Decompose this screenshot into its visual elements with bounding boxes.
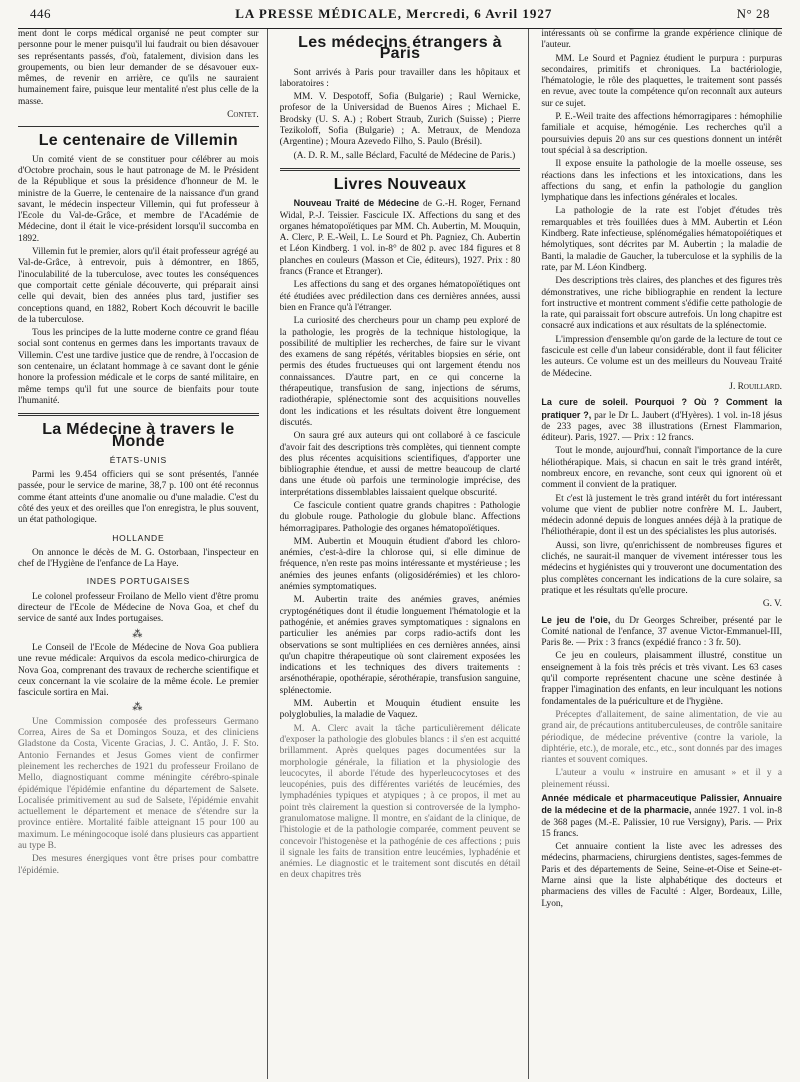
paragraph: M. A. Clerc avait la tâche particulièrement délicate d'exposer la pathologie des globules blancs : il s'en est acquitté brillamment. Après quelques pages documentées sur la morphologie générale, la filiation et la physiologie des leucocytes, il aborde l'étude des hyperleucocytoses et des leucopénies, puis des différentes variétés de leucémies, des lymphadénies typiques et atypiques ; à ce propos, il met au point très clairement la question si controversée de la lympho-granulomatose maligne. Il montre, en s'aidant de la clinique, de l'histologie et de la pathologie comparée, comment peuvent se concevoir l'histogenèse et la pathogénie de ces affections ; puis il signale les faits de transition entre leucémies, lyphadénie et anémies. Le diagnostic et le traitement sont discutés en détail en deux chapitres très [279, 723, 521, 881]
book-reference: année 1927. 1 vol. in-8 de 368 pages (M.-E. Palissier, 10 rue Versigny), Paris. — Prix 15 francs. [541, 806, 782, 839]
book-reference: de G.-H. Roger, Fernand Widal, P.-J. Teissier. Fascicule IX. Affections du sang et des organes hématopoïétiques par MM. Ch. Aubertin, M. Mouquin, A. Clerc, P. E.-Weil, L. Le Sourd et Ph. Pagniez, Ch. Aubertin et Léon Kindberg. 1 vol. in-8° de 802 p. avec 184 figures et 8 planches en couleurs (Masson et Cie, éditeurs), 1927. Prix : 80 francs (France et Etranger). [279, 199, 521, 278]
divider [18, 126, 259, 127]
book-title: Le jeu de l'oie, [541, 614, 611, 625]
paragraph: L'auteur a voulu « instruire en amusant » et il y a pleinement réussi. [541, 768, 782, 790]
paragraph: MM. Aubertin et Mouquin étudient d'abord les chloro-anémies, c'est-à-dire la chlorose qui, si elle diminue de fréquence, n'en reste pas moins intéressante et mystérieuse ; les anémies des jeunes enfants (oligosidérémies) et les chloro-anémies symptomatiques. [279, 536, 521, 593]
book-title: Année médicale et pharmaceutique Palissier, Annuaire de la médecine et de la pharmacie, [541, 793, 782, 816]
paragraph: Une Commission composée des professeurs Germano Correa, Aires de Sa et Domingos Souza, et des cliniciens Gladstone da Costa, Vicente Gracias, J. C. Antão, J. F. Sto. Antonio Fernandes et Jesus Gomes vient de confirmer pleinement les recherches de 1921 du professeur Froilano de Mello, diagnostiquant comme méningite cérébro-spinale épidémique l'épidémie enfantine du département de Salsete. Localisée primitivement au sud de Salsete, l'épidémie envahit actuellement le département et menace de s'étendre sur la province entière. Mortalité faible atteignant 15 pour 100 au maximum. Le méningocoque isolé dans plusieurs cas appartient au type B. [18, 716, 259, 851]
paragraph: MM. V. Despotoff, Sofia (Bulgarie) ; Raul Wernicke, profesor de la Universidad de Buenos Aires ; Michael E. Brodsky (U. S. A.) ; Robert Straub, Zurich (Suisse) ; Pierre Tezikoloff, Sofia (Bulgarie) ; A. Metraux, de Mendoza (Argentine) ; Moura Azevedo Filho, S. Paulo (Brésil). [279, 92, 521, 148]
issue-number: N° 28 [736, 6, 770, 21]
paragraph: Et c'est là justement le très grand intérêt du fort intéressant volume que vient de publier notre confrère M. L. Jaubert, médecin adonné depuis de longues années déjà à la pratique de l'héliothérapie, dont il est un des spécialistes les plus autorisés. [541, 493, 782, 538]
section-heading: Les médecins étrangers à Paris [298, 34, 502, 63]
paragraph: Des descriptions très claires, des planches et des figures très démonstratives, une riche bibliographie en rendent la lecture fort instructive et montrent comment s'édifie cette pathologie de la rate, qui paraissait fort obscure autrefois. Un long chapitre est consacré aux indications et aux résultats de la splénectomie. [541, 276, 782, 332]
divider [18, 413, 259, 416]
running-header [18, 0, 782, 29]
paragraph: Des mesures énergiques vont être prises pour combattre l'épidémie. [18, 854, 259, 876]
book-entry [541, 793, 782, 840]
paragraph: La pathologie de la rate est l'objet d'études très remarquables et très fouillées dues à MM. Aubertin et Léon Kindberg. Rate infectieuse, splénomégalies hématopoïétiques et hémolytiques, sont décrites par M. Aubertin ; la maladie de Banti, la maladie de Gaucher, la tuberculose et la syphilis de la rate, par M. Léon Kindberg. [541, 206, 782, 273]
asterism-ornament: ⁂ [132, 702, 145, 714]
paragraph: MM. Le Sourd et Pagniez étudient le purpura : purpuras secondaires, primitifs et chroniques. La bactériologie, l'hématologie, le rôle des plaquettes, le traitement sont passés en revue, avec toute la compétence qu'on reconnaît aux auteurs sur ce sujet. [541, 53, 782, 109]
paragraph: Le colonel professeur Froilano de Mello vient d'être promu directeur de l'Ecole de Médecine de Nova Goa, et chef du service de santé aux Indes portugaises. [18, 591, 259, 625]
divider [280, 168, 521, 171]
paragraph: Un comité vient de se constituer pour célébrer au mois d'Octobre prochain, sous le haut patronage de M. le Président de la République et sous la présidence d'honneur de M. le ministre de la Guerre, le centenaire de la naissance d'un grand savant, le médecin inspecteur Villemin, qui fut professeur à l'Ecole du Val-de-Grâce, et membre de l'Académie de Médecine, dont il était le vice-président lorsqu'il succomba en 1892. [18, 154, 259, 244]
book-title: Nouveau Traité de Médecine [293, 198, 420, 209]
column-2 [280, 29, 530, 1079]
paragraph: Les affections du sang et des organes hématopoïétiques ont été étudiées avec prédilection dans ces dernières années, aussi bien en France qu'à l'étranger. [279, 280, 521, 313]
section-heading: La Médecine à travers le Monde [42, 421, 235, 450]
column-1 [18, 29, 268, 1079]
paragraph: Préceptes d'allaitement, de saine alimentation, de vie au grand air, de précautions antituberculeuses, de contrôle sanitaire périodique, de médecine préventive (contre la variole, la diphtérie, etc.), de morale, etc., etc., sont donnés par des images riantes et souvent comiques. [541, 709, 782, 766]
column-3 [541, 29, 782, 1079]
paragraph: Il expose ensuite la pathologie de la moelle osseuse, ses réactions dans les infections et les intoxications, dans les affections du sang, et enfin la pathologie du ganglion lymphatique dans les infections générales et locales. [541, 159, 782, 204]
book-title: La cure de soleil. Pourquoi ? Où ? Comment la pratiquer ?, [541, 397, 782, 420]
signature: J. Rouillard. [729, 381, 782, 392]
book-reference: du Dr Georges Schreiber, présenté par le Comité national de l'enfance, 37 avenue Victor-Emmanuel-III, Paris 8e. — Prix : 3 francs (expédié franco : 3 fr. 50). [541, 615, 782, 649]
masthead-title: LA PRESSE MÉDICALE, Mercredi, 6 Avril 1927 [235, 6, 553, 21]
paragraph: MM. Aubertin et Mouquin étudient ensuite les polyglobulies, la maladie de Vaquez. [279, 699, 521, 721]
asterism-ornament: ⁂ [132, 628, 145, 640]
paragraph: La curiosité des chercheurs pour un champ peu exploré de la pathologie, les progrès de la technique histologique, la possibilité de multiplier les recherches, de faire sur le vivant des examens de sang répétés, véritables biopsies en série, ont permis des études fructueuses qui ont largement étendu nos connaissances. D'autre part, en ce qui concerne la thérapeutique, transfusion de sang, injections de sérums, radiothérapie, splénectomie sont des acquisitions nouvelles dont les indications et les résultats doivent être longuement discutés. [279, 316, 521, 428]
page-number: 446 [30, 6, 51, 21]
paragraph: P. E.-Weil traite des affections hémorragipares : hémophilie familiale et acquise, hémogénie. Les recherches qu'il a poursuivies depuis 20 ans sur ces questions donnent un intérêt tout spécial à sa description. [541, 112, 782, 156]
paragraph: On saura gré aux auteurs qui ont collaboré à ce fascicule d'avoir fait des descriptions très complètes, qui tiennent compte des plus récentes acquisitions scientifiques, d'apporter une bibliographie étendue, et aussi de mettre beaucoup de clarté dans une étude où parfois une terminologie imprécise, des interprétations dissemblables laissaient quelque obscurité. [279, 431, 521, 498]
paragraph: Villemin fut le premier, alors qu'il était professeur agrégé au Val-de-Grâce, à entrevoir, puis à démontrer, en 1865, l'inoculabilité de la tuberculose, avec toutes les conséquences que comportait cette géniale découverte, qui préparait ainsi celle qui devait, bien des années plus tard, justifier ses conceptions quand, en 1882, Robert Koch découvrit le bacille de la tuberculose. [18, 247, 259, 325]
paragraph: intéressants où se confirme la grande expérience clinique de l'auteur. [541, 29, 782, 51]
book-reference: par le Dr L. Jaubert (d'Hyères). 1 vol. in-18 jésus de 233 pages, avec 38 illustrations (Ernest Flammarion, éditeur). Paris, 1927. — Prix : 12 francs. [541, 410, 782, 444]
paragraph: On annonce le décès de M. G. Ostorbaan, l'inspecteur en chef de l'Hygiène de l'enfance de La Haye. [18, 547, 259, 570]
paragraph: Cet annuaire contient la liste avec les adresses des médecins, pharmaciens, chirurgiens dentistes, sages-femmes de Paris et des départements de Seine, Seine-et-Oise et Seine-et-Marne ainsi que la liste alphabétique des docteurs et pharmaciens des villes de Faculté : Alger, Bordeaux, Lille, Lyon, [541, 842, 782, 909]
book-entry [541, 615, 782, 650]
paragraph: Sont arrivés à Paris pour travailler dans les hôpitaux et laboratoires : [279, 67, 521, 89]
paragraph: Ce fascicule contient quatre grands chapitres : Pathologie du globule rouge. Pathologie du globule blanc. Affections hémorragipares. Pathologie des organes hématopoïétiques. [279, 500, 521, 534]
article-continuation: ment dont le corps médical organisé ne peut compter sur personne pour le mener puisqu'il lui faudrait ou bien désavouer ses représentants passés, d'où, fatalement, division dans les groupements, ou bien leur demander de se désavouer eux-mêmes, de revenir en arrière, ce qu'ils ne sauraient humainement faire, puisque leur mentalité n'est plus celle de la masse. [18, 29, 259, 107]
paragraph: L'impression d'ensemble qu'on garde de la lecture de tout ce fascicule est celle d'un labeur considérable, dont il faut féliciter les auteurs. Ce volume est un des meilleurs du Nouveau Traité de Médecine. [541, 334, 782, 379]
paragraph: (A. D. R. M., salle Béclard, Faculté de Médecine de Paris.) [293, 150, 516, 161]
paragraph: Ce jeu en couleurs, plaisamment illustré, constitue un enseignement à la fois très précis et très vivant. Les 63 cases qu'il comporte représentent chacune une scène destinée à frapper l'imagination des enfants, en leur inculquant les notions fondamentales de la puériculture et de l'hygiène. [541, 651, 782, 707]
book-entry [280, 198, 521, 278]
paragraph: Aussi, son livre, qu'enrichissent de nombreuses figures et clichés, ne saurait-il manquer de vivement intéresser tous les médecins et hygiénistes qui y trouveront une documentation des plus complètes concernant les indications de la cure solaire, sa pratique et les résultats qu'elle procure. [541, 540, 782, 596]
columns [18, 29, 782, 1079]
signature: G. V. [762, 599, 782, 610]
book-entry [541, 397, 782, 444]
paragraph: Tout le monde, aujourd'hui, connaît l'importance de la cure héliothérapique. Mais, si chacun en sait le très grand intérêt, nombreux encore, en revanche, sont ceux qui ignorent où et comment il convient de la pratiquer. [541, 446, 782, 491]
section-heading: Livres Nouveaux [333, 175, 467, 193]
paragraph: Le Conseil de l'Ecole de Médecine de Nova Goa publiera une revue médicale: Arquivos da escola medico-chirurgica de Nova Goa, comprenant des travaux de recherche scientifique et ceux concernant la vie scolaire de la même école. Le premier fascicule sortira en Mai. [18, 642, 259, 699]
paragraph: Parmi les 9.454 officiers qui se sont présentés, l'année passée, pour le service de marine, 38,7 p. 100 ont été reconnus comme étant atteints d'une anomalie ou d'une maladie. C'est du côté des yeux et des oreilles que l'on enregistra, le plus souvent, un état pathologique. [18, 470, 259, 526]
country-heading: HOLLANDE [112, 532, 165, 543]
country-heading: INDES PORTUGAISES [86, 576, 190, 587]
paragraph: M. Aubertin traite des anémies graves, anémies cryptogénétiques dont il étudie longuement l'hématologie et la pathogénie, et anémies graves symptomatiques : signalons en particulier les anémies par corps radio-actifs dont les observations se sont multipliées en ces dernières années, ainsi qu'un chapitre thérapeutique où sont clairement exposées les indications et les techniques des divers traitements : arsénothérapie, opothérapie, sérothérapie, transfusion sanguine, splénectomie. [279, 595, 521, 696]
signature: Contet. [227, 110, 259, 121]
country-heading: ÉTATS-UNIS [109, 454, 167, 465]
paragraph: Tous les principes de la lutte moderne contre ce grand fléau social sont contenus en germes dans les importants travaux de Villemin. C'est une tardive justice que de rendre, à l'occasion de son centenaire, un éclatant hommage à ce savant dont le génie honore la profession médicale et le corps de santé militaire, en même temps qu'il fut une source de bienfaits pour toute l'humanité. [18, 328, 259, 406]
section-heading: Le centenaire de Villemin [38, 132, 238, 150]
